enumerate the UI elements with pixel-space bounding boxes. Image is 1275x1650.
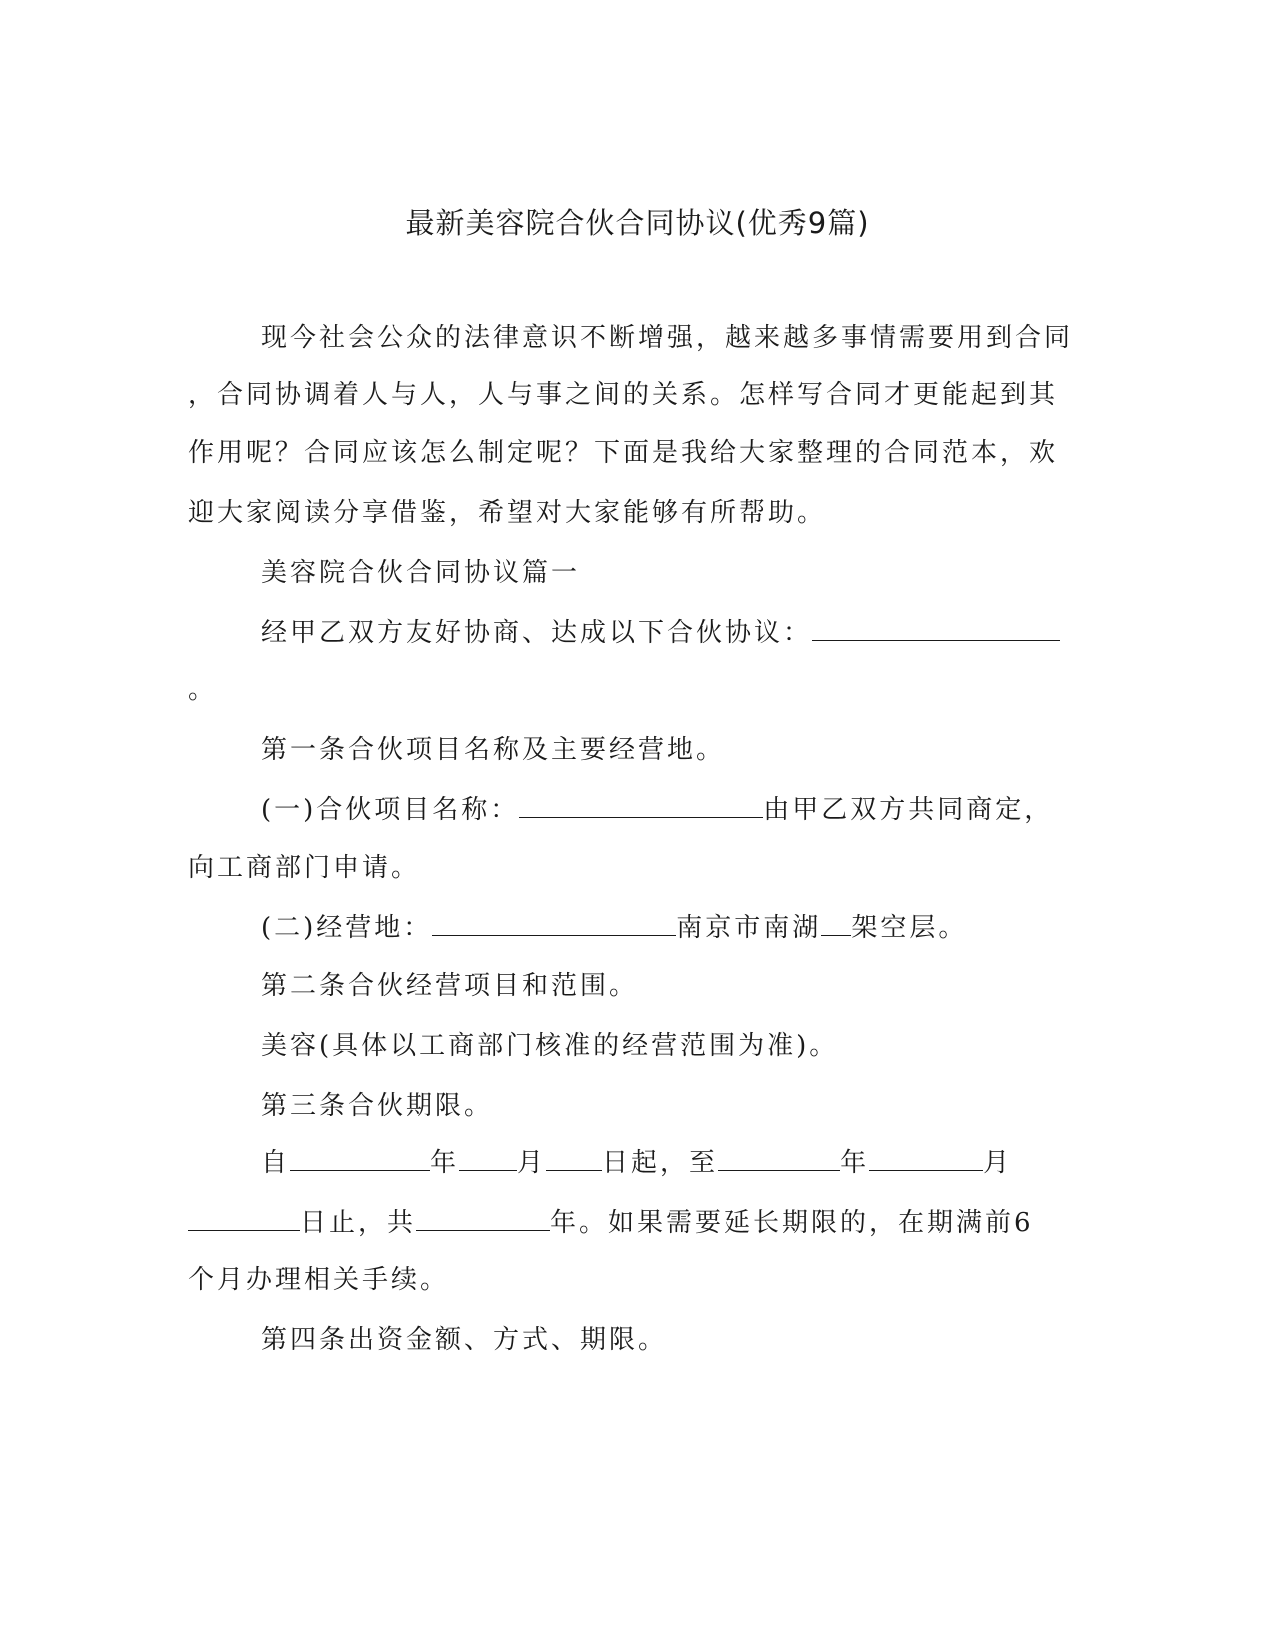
intro-line-4: 迎大家阅读分享借鉴，希望对大家能够有所帮助。 <box>188 498 827 528</box>
location-blank <box>432 911 676 936</box>
end-year-blank <box>718 1146 840 1171</box>
item-1-suffix: 由甲乙双方共同商定， <box>763 795 1054 825</box>
project-name-blank <box>519 793 763 818</box>
intro-line-1: 现今社会公众的法律意识不断增强，越来越多事情需要用到合同 <box>261 323 1074 353</box>
term-continuation: 个月办理相关手续。 <box>188 1265 450 1295</box>
building-blank <box>821 911 851 936</box>
scope-line: 美容(具体以工商部门核准的经营范围为准)。 <box>261 1031 839 1061</box>
term-year-2: 年 <box>840 1148 870 1178</box>
agreement-text: 经甲乙双方友好协商、达成以下合伙协议： <box>261 618 813 648</box>
end-month-blank <box>869 1146 983 1171</box>
article-3: 第三条合伙期限。 <box>261 1091 494 1121</box>
intro-line-2: ，合同协调着人与人，人与事之间的关系。怎样写合同才更能起到其 <box>188 380 1059 410</box>
intro-line-3: 作用呢？合同应该怎么制定呢？下面是我给大家整理的合同范本，欢 <box>188 438 1059 468</box>
term-line <box>261 1145 1012 1181</box>
term-day-to: 日止，共 <box>300 1208 417 1238</box>
agreement-end: 。 <box>188 675 218 705</box>
item-1-continuation: 向工商部门申请。 <box>188 853 421 883</box>
agreement-blank <box>812 616 1060 641</box>
section-heading: 美容院合伙合同协议篇一 <box>261 558 581 588</box>
start-day-blank <box>546 1146 602 1171</box>
start-year-blank <box>290 1146 430 1171</box>
start-month-blank <box>459 1146 517 1171</box>
item-2-suffix: 架空层。 <box>851 913 968 943</box>
item-2-mid: 南京市南湖 <box>676 913 822 943</box>
item-1-prefix: (一)合伙项目名称： <box>261 795 520 825</box>
term-total: 年。如果需要延长期限的，在期满前6 <box>550 1208 1034 1238</box>
article-4: 第四条出资金额、方式、期限。 <box>261 1325 668 1355</box>
term-month-2: 月 <box>983 1148 1013 1178</box>
end-day-blank <box>188 1206 300 1231</box>
term-day-from: 日起，至 <box>602 1148 719 1178</box>
term-line-2 <box>188 1205 1034 1241</box>
article-1: 第一条合伙项目名称及主要经营地。 <box>261 735 726 765</box>
article-2: 第二条合伙经营项目和范围。 <box>261 971 639 1001</box>
total-years-blank <box>416 1206 550 1231</box>
item-2-line <box>261 910 967 946</box>
term-month: 月 <box>517 1148 547 1178</box>
term-from: 自 <box>261 1148 291 1178</box>
term-year: 年 <box>430 1148 460 1178</box>
item-2-prefix: (二)经营地： <box>261 913 433 943</box>
item-1-line <box>261 792 1053 828</box>
document-title: 最新美容院合伙合同协议(优秀9篇) <box>405 206 870 240</box>
agreement-line <box>261 615 1060 651</box>
